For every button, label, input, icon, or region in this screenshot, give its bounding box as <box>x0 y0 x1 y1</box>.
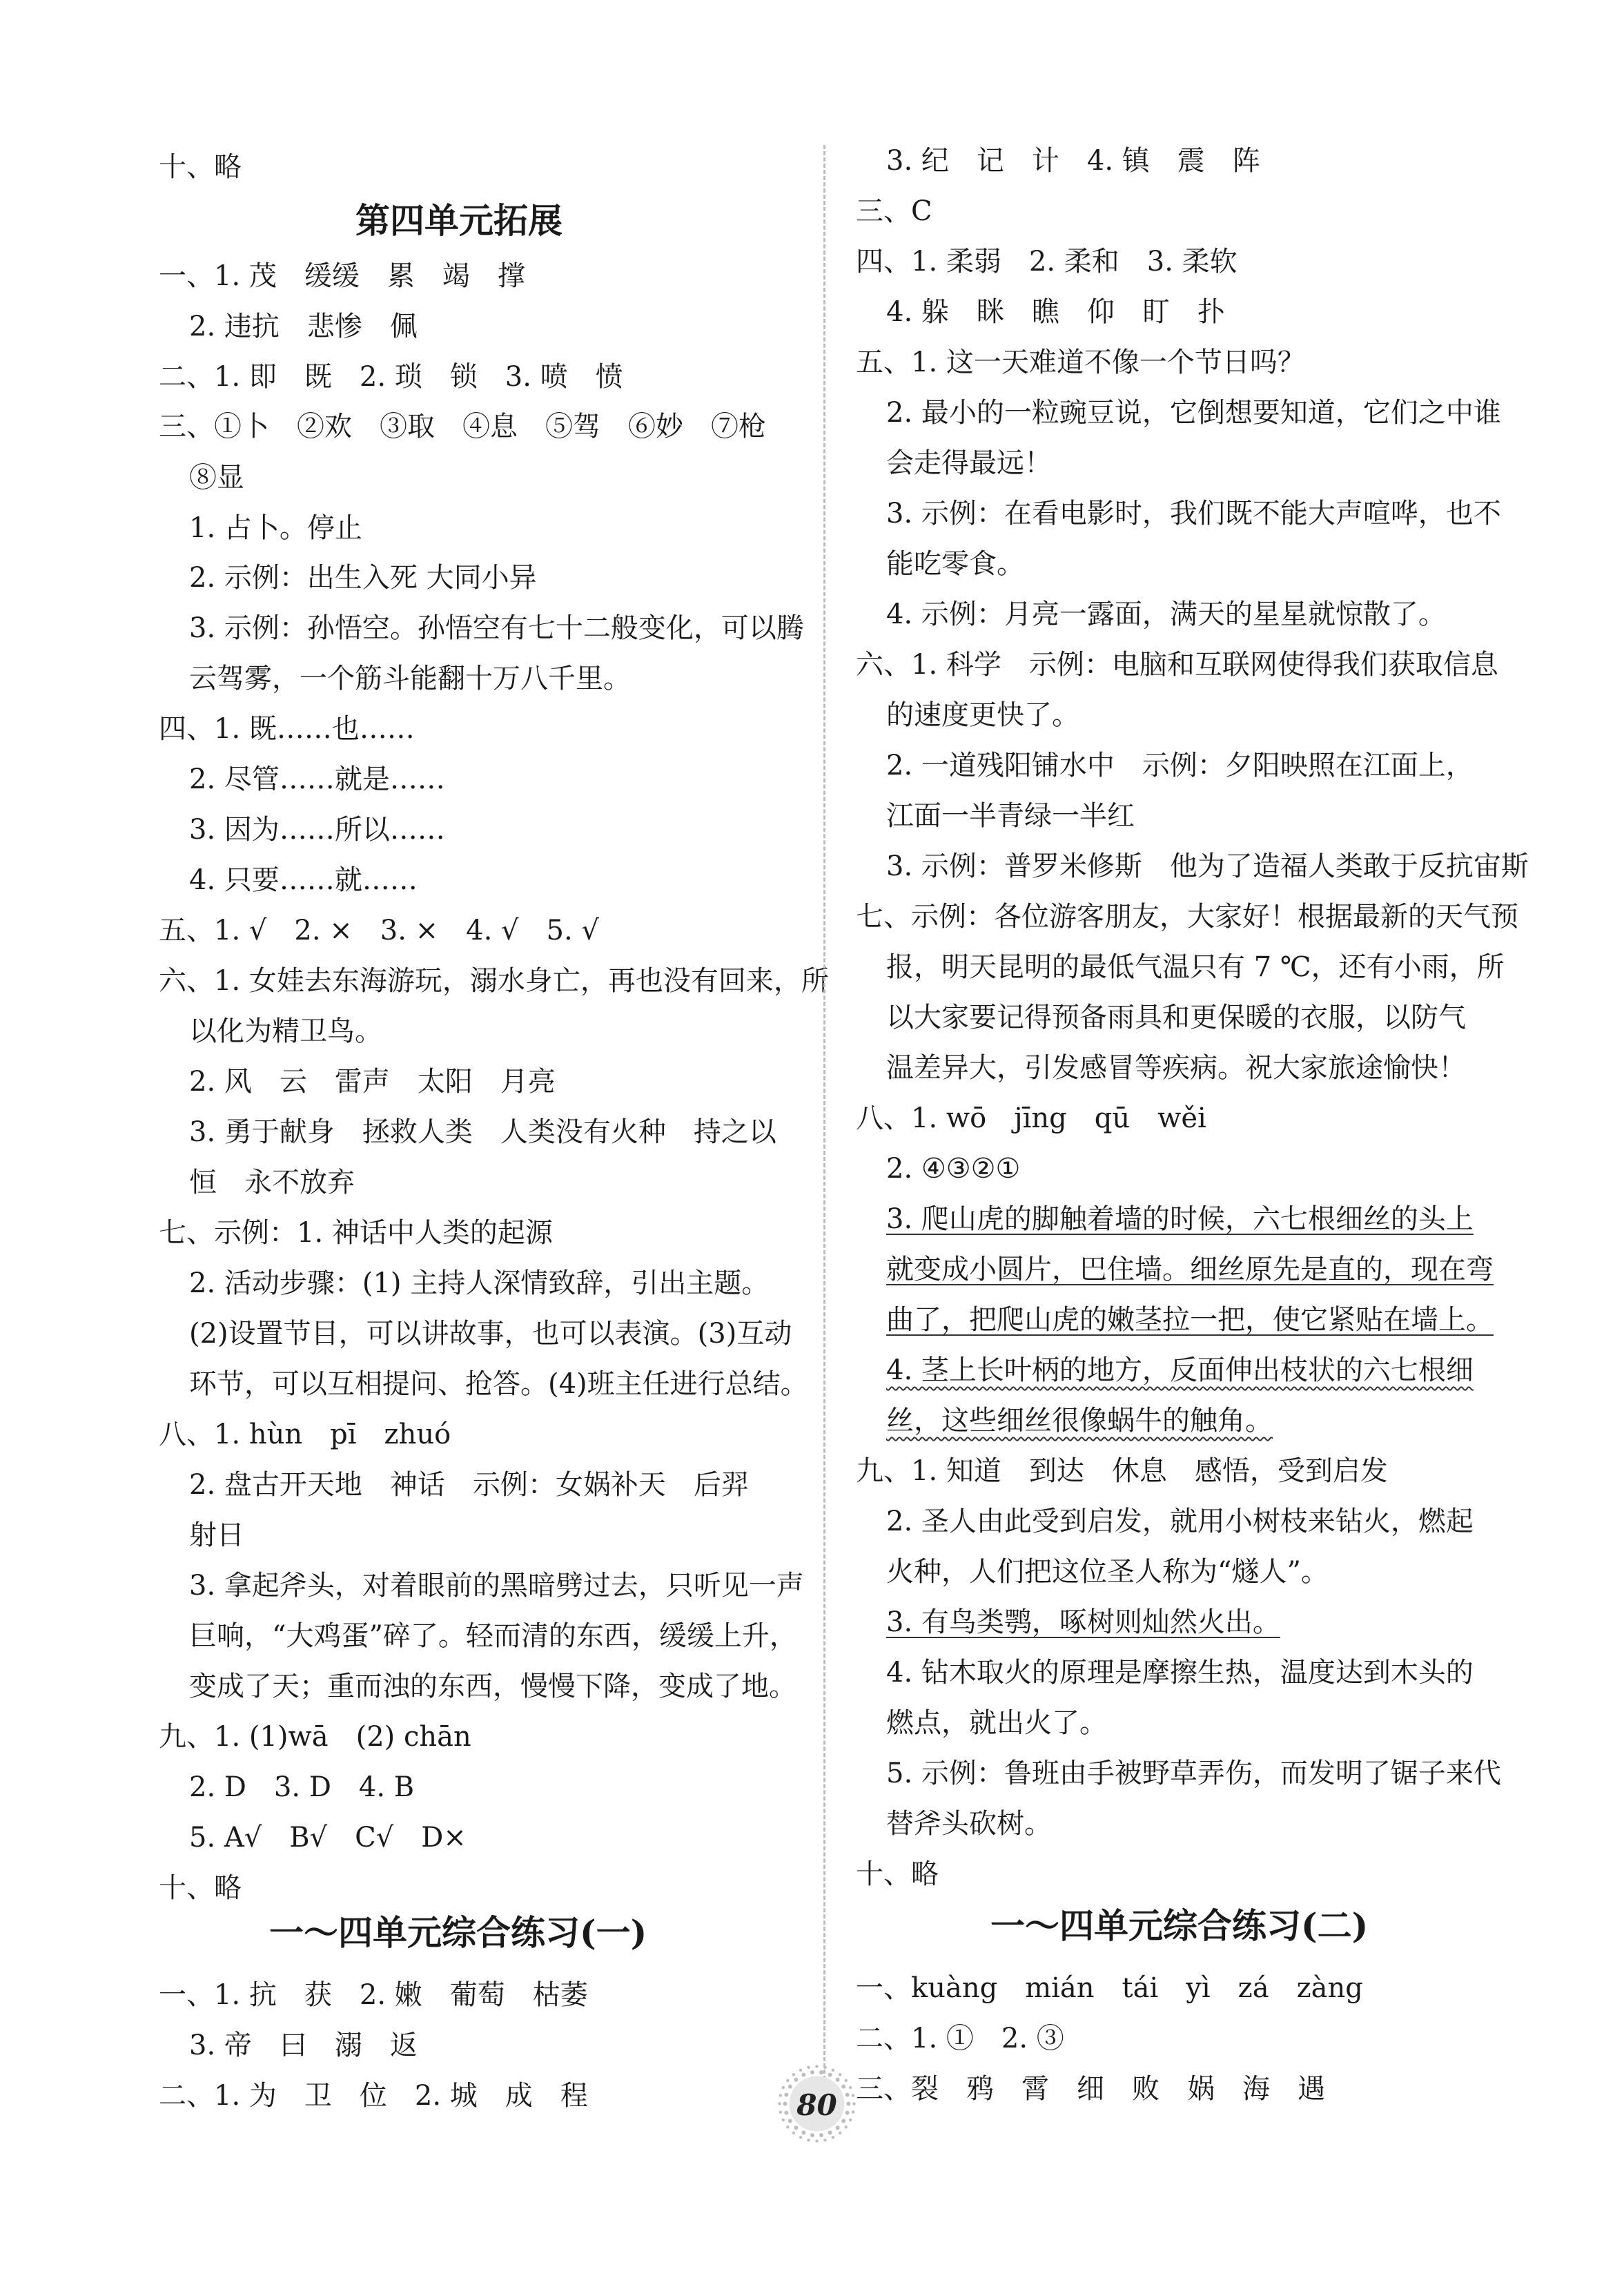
answer-text: 七、示例：各位游客朋友，大家好！根据最新的天气预 <box>856 901 1518 933</box>
answer-text: 九、1. 知道 到达 休息 感悟，受到启发 <box>856 1455 1388 1487</box>
answer-line <box>159 2082 588 2110</box>
answer-line <box>886 802 1135 830</box>
answer-line <box>189 1521 244 1549</box>
answer-text: 4. 只要……就…… <box>189 864 418 896</box>
answer-line <box>159 1981 588 2009</box>
answer-line <box>189 1118 776 1146</box>
answer-text: 以大家要记得预备雨具和更保暖的衣服，以防气 <box>886 1002 1466 1033</box>
answer-text: 二、1. 即 既 2. 琐 锁 3. 喷 愤 <box>159 361 623 393</box>
answer-line <box>886 399 1501 427</box>
answer-text: 恒 永不放弃 <box>189 1167 355 1198</box>
answer-line <box>856 2025 1064 2052</box>
answer-text: 2. 尽管……就是…… <box>189 763 445 795</box>
answer-line <box>886 500 1501 527</box>
answer-text: 2. 最小的一粒豌豆说，它倒想要知道，它们之中谁 <box>886 397 1501 429</box>
answer-line <box>886 1155 1020 1183</box>
answer-text: 四、1. 柔弱 2. 柔和 3. 柔软 <box>856 246 1237 278</box>
answer-text: 一、1. 抗 获 2. 嫩 葡萄 枯萎 <box>159 1979 588 2011</box>
answer-text: 一、kuàng mián tái yì zá zàng <box>856 1972 1363 2004</box>
answer-text: 2. 违抗 悲惨 佩 <box>189 311 418 342</box>
answer-line <box>886 953 1505 981</box>
answer-text: 报，明天昆明的最低气温只有 7 ℃，还有小雨，所 <box>886 951 1505 983</box>
answer-line <box>189 665 631 692</box>
answer-line <box>189 564 537 592</box>
answer-text: 江面一半青绿一半红 <box>886 800 1135 832</box>
answer-text: 六、1. 科学 示例：电脑和互联网使得我们获取信息 <box>856 649 1498 681</box>
answer-text: 3. 勇于献身 拯救人类 人类没有火种 持之以 <box>189 1116 776 1148</box>
answer-text: 第四单元拓展 <box>355 200 562 241</box>
answer-line <box>886 1004 1466 1031</box>
answer-text: 4. 躲 眯 瞧 仰 盯 扑 <box>886 296 1225 328</box>
answer-text: 八、1. wō jīng qū wěi <box>856 1102 1206 1134</box>
answer-text: 五、1. 这一天难道不像一个节日吗？ <box>856 347 1305 378</box>
answer-line <box>856 246 1237 278</box>
section-title <box>355 200 562 241</box>
answer-line <box>189 1471 749 1499</box>
answer-line <box>886 1256 1494 1283</box>
answer-line <box>189 1773 414 1801</box>
answer-line <box>159 262 525 290</box>
answer-line <box>189 464 244 492</box>
answer-text: 能吃零食。 <box>886 548 1024 580</box>
answer-line <box>159 363 623 391</box>
answer-text: 3. 示例：在看电影时，我们既不能大声喧哗，也不 <box>886 498 1501 529</box>
answer-text: 十、略 <box>856 1858 939 1890</box>
answer-line <box>886 701 1079 729</box>
answer-line <box>189 1370 808 1398</box>
answer-text: 三、①卜 ②欢 ③取 ④息 ⑤驾 ⑥妙 ⑦枪 <box>159 411 766 442</box>
answer-text: 丝，这些细丝很像蜗牛的触角。 <box>886 1405 1273 1437</box>
answer-line <box>886 1405 1273 1437</box>
answer-text: 七、示例：1. 神话中人类的起源 <box>159 1217 553 1249</box>
answer-line <box>159 967 829 995</box>
answer-line <box>189 2032 418 2059</box>
answer-line <box>189 1267 770 1299</box>
answer-line <box>886 1709 1107 1737</box>
page-number: 80 <box>796 2088 837 2122</box>
answer-line <box>189 313 418 340</box>
answer-line <box>856 1102 1206 1134</box>
answer-line <box>886 550 1024 578</box>
answer-text: 3. 纪 记 计 4. 镇 震 阵 <box>886 145 1260 177</box>
answer-line <box>159 917 599 944</box>
answer-line <box>189 1822 467 1854</box>
answer-line <box>189 1570 804 1602</box>
answer-text: 云驾雾，一个筋斗能翻十万八千里。 <box>189 663 631 694</box>
answer-text: 温差异大，引发感冒等疾病。祝大家旅途愉快！ <box>886 1052 1466 1084</box>
answer-text: 就变成小圆片，巴住墙。细丝原先是直的，现在弯 <box>886 1254 1494 1285</box>
answer-text: 十、略 <box>159 151 242 183</box>
answer-text: 2. 圣人由此受到启发，就用小树枝来钻火，燃起 <box>886 1506 1474 1537</box>
answer-text: 替斧头砍树。 <box>886 1808 1052 1840</box>
section-title <box>990 1905 1369 1946</box>
answer-line <box>856 903 1518 931</box>
answer-text: 八、1. hùn pī zhuó <box>159 1419 451 1450</box>
answer-text: 3. 拿起斧头，对着眼前的黑暗劈过去，只听见一声 <box>189 1570 804 1602</box>
answer-text: 2. 风 云 雷声 太阳 月亮 <box>189 1066 556 1098</box>
answer-text: 3. 示例：孙悟空。孙悟空有七十二般变化，可以腾 <box>189 612 804 644</box>
answer-line <box>856 1860 939 1888</box>
answer-text: 曲了，把爬山虎的嫩茎拉一把，使它紧贴在墙上。 <box>886 1304 1494 1336</box>
answer-line <box>159 413 766 440</box>
answer-text: 2. 一道残阳铺水中 示例：夕阳映照在江面上， <box>886 750 1474 781</box>
answer-text: 二、1. ① 2. ③ <box>856 2023 1064 2054</box>
answer-line <box>886 1054 1466 1082</box>
answer-line <box>856 349 1305 376</box>
answer-line <box>189 514 362 542</box>
answer-text: 3. 示例：普罗米修斯 他为了造福人类敢于反抗宙斯 <box>886 850 1529 882</box>
answer-text: 3. 帝 曰 溺 返 <box>189 2030 418 2061</box>
answer-text: 三、C <box>856 195 932 227</box>
answer-line <box>159 153 242 181</box>
answer-text: 六、1. 女娃去东海游玩，溺水身亡，再也没有回来，所 <box>159 965 829 997</box>
answer-line <box>886 1205 1474 1233</box>
answer-text: 4. 钻木取火的原理是摩擦生热，温度达到木头的 <box>886 1657 1474 1689</box>
answer-text: 三、裂 鸦 霄 细 败 娲 海 遇 <box>856 2073 1325 2105</box>
answer-text: 2. 活动步骤：(1) 主持人深情致辞，引出主题。 <box>189 1267 770 1299</box>
answer-text: 一～四单元综合练习(二) <box>990 1905 1369 1946</box>
answer-text: 十、略 <box>159 1872 242 1904</box>
answer-line <box>189 614 804 642</box>
answer-text: 五、1. √ 2. × 3. × 4. √ 5. √ <box>159 915 599 946</box>
answer-text: 4. 茎上长叶柄的地方，反面伸出枝状的六七根细 <box>886 1354 1474 1386</box>
answer-line <box>189 763 445 795</box>
answer-text: 2. 盘古开天地 神话 示例：女娲补天 后羿 <box>189 1469 749 1501</box>
answer-line <box>189 1622 797 1650</box>
answer-line <box>159 1421 451 1448</box>
answer-line <box>886 1657 1474 1689</box>
answer-text: 5. 示例：鲁班由手被野草弄伤，而发明了锯子来代 <box>886 1758 1501 1789</box>
answer-text: 一～四单元综合练习(一) <box>269 1912 647 1953</box>
answer-text: 九、1. (1)wā (2) chān <box>159 1721 471 1753</box>
answer-line <box>886 1508 1474 1535</box>
answer-line <box>189 1015 382 1047</box>
answer-text: 以化为精卫鸟。 <box>189 1015 382 1047</box>
answer-text: 二、1. 为 卫 位 2. 城 成 程 <box>159 2080 588 2112</box>
answer-text: 射日 <box>189 1519 244 1551</box>
answer-line <box>886 1760 1501 1787</box>
answer-line <box>189 1169 355 1196</box>
answer-line <box>886 601 1446 628</box>
answer-text: 1. 占卜。停止 <box>189 512 362 544</box>
answer-line <box>886 1306 1494 1334</box>
answer-line <box>886 1810 1052 1838</box>
answer-text: 2. ④③②① <box>886 1153 1021 1185</box>
answer-text: 2. D 3. D 4. B <box>189 1771 415 1803</box>
answer-line <box>886 752 1474 779</box>
answer-line <box>856 1974 1363 2002</box>
answer-line <box>189 816 445 844</box>
answer-line <box>886 1558 1329 1586</box>
answer-line <box>189 866 418 894</box>
answer-line <box>886 449 1052 477</box>
answer-text: 3. 有鸟类鹗，啄树则灿然火出。 <box>886 1606 1280 1638</box>
answer-line <box>856 2075 1325 2103</box>
answer-line <box>159 1219 553 1247</box>
answer-line <box>856 197 932 225</box>
answer-text: (2)设置节目，可以讲故事，也可以表演。(3)互动 <box>189 1318 792 1350</box>
answer-text: 2. 示例：出生入死 大同小异 <box>189 562 537 594</box>
answer-text: 环节，可以互相提问、抢答。(4)班主任进行总结。 <box>189 1368 808 1400</box>
answer-line <box>856 651 1498 679</box>
answer-line <box>886 1356 1474 1384</box>
answer-line <box>886 850 1529 882</box>
answer-text: ⑧显 <box>189 462 244 494</box>
answer-text: 3. 因为……所以…… <box>189 814 445 846</box>
answer-text: 3. 爬山虎的脚触着墙的时候，六七根细丝的头上 <box>886 1203 1474 1235</box>
answer-line <box>886 298 1225 326</box>
answer-text: 火种，人们把这位圣人称为“燧人”。 <box>886 1556 1329 1588</box>
answer-line <box>886 147 1260 175</box>
answer-text: 4. 示例：月亮一露面，满天的星星就惊散了。 <box>886 599 1446 630</box>
answer-text: 变成了天；重而浊的东西，慢慢下降，变成了地。 <box>189 1671 796 1702</box>
answer-line <box>159 1723 471 1751</box>
answer-line <box>856 1457 1388 1485</box>
answer-line <box>189 1673 796 1700</box>
answer-text: 四、1. 既……也…… <box>159 713 415 745</box>
answer-text: 巨响，“大鸡蛋”碎了。轻而清的东西，缓缓上升， <box>189 1620 797 1652</box>
answer-text: 会走得最远！ <box>886 447 1052 479</box>
column-divider <box>823 145 825 2099</box>
answer-line <box>159 715 415 743</box>
answer-line <box>886 1608 1280 1636</box>
answer-text: 的速度更快了。 <box>886 699 1079 731</box>
answer-text: 5. A√ B√ C√ D× <box>189 1822 467 1854</box>
answer-line <box>159 1874 242 1902</box>
section-title <box>269 1912 647 1953</box>
answer-line <box>189 1068 556 1096</box>
answer-text: 燃点，就出火了。 <box>886 1707 1107 1739</box>
answer-line <box>189 1320 792 1348</box>
answer-text: 一、1. 茂 缓缓 累 竭 撑 <box>159 260 525 292</box>
